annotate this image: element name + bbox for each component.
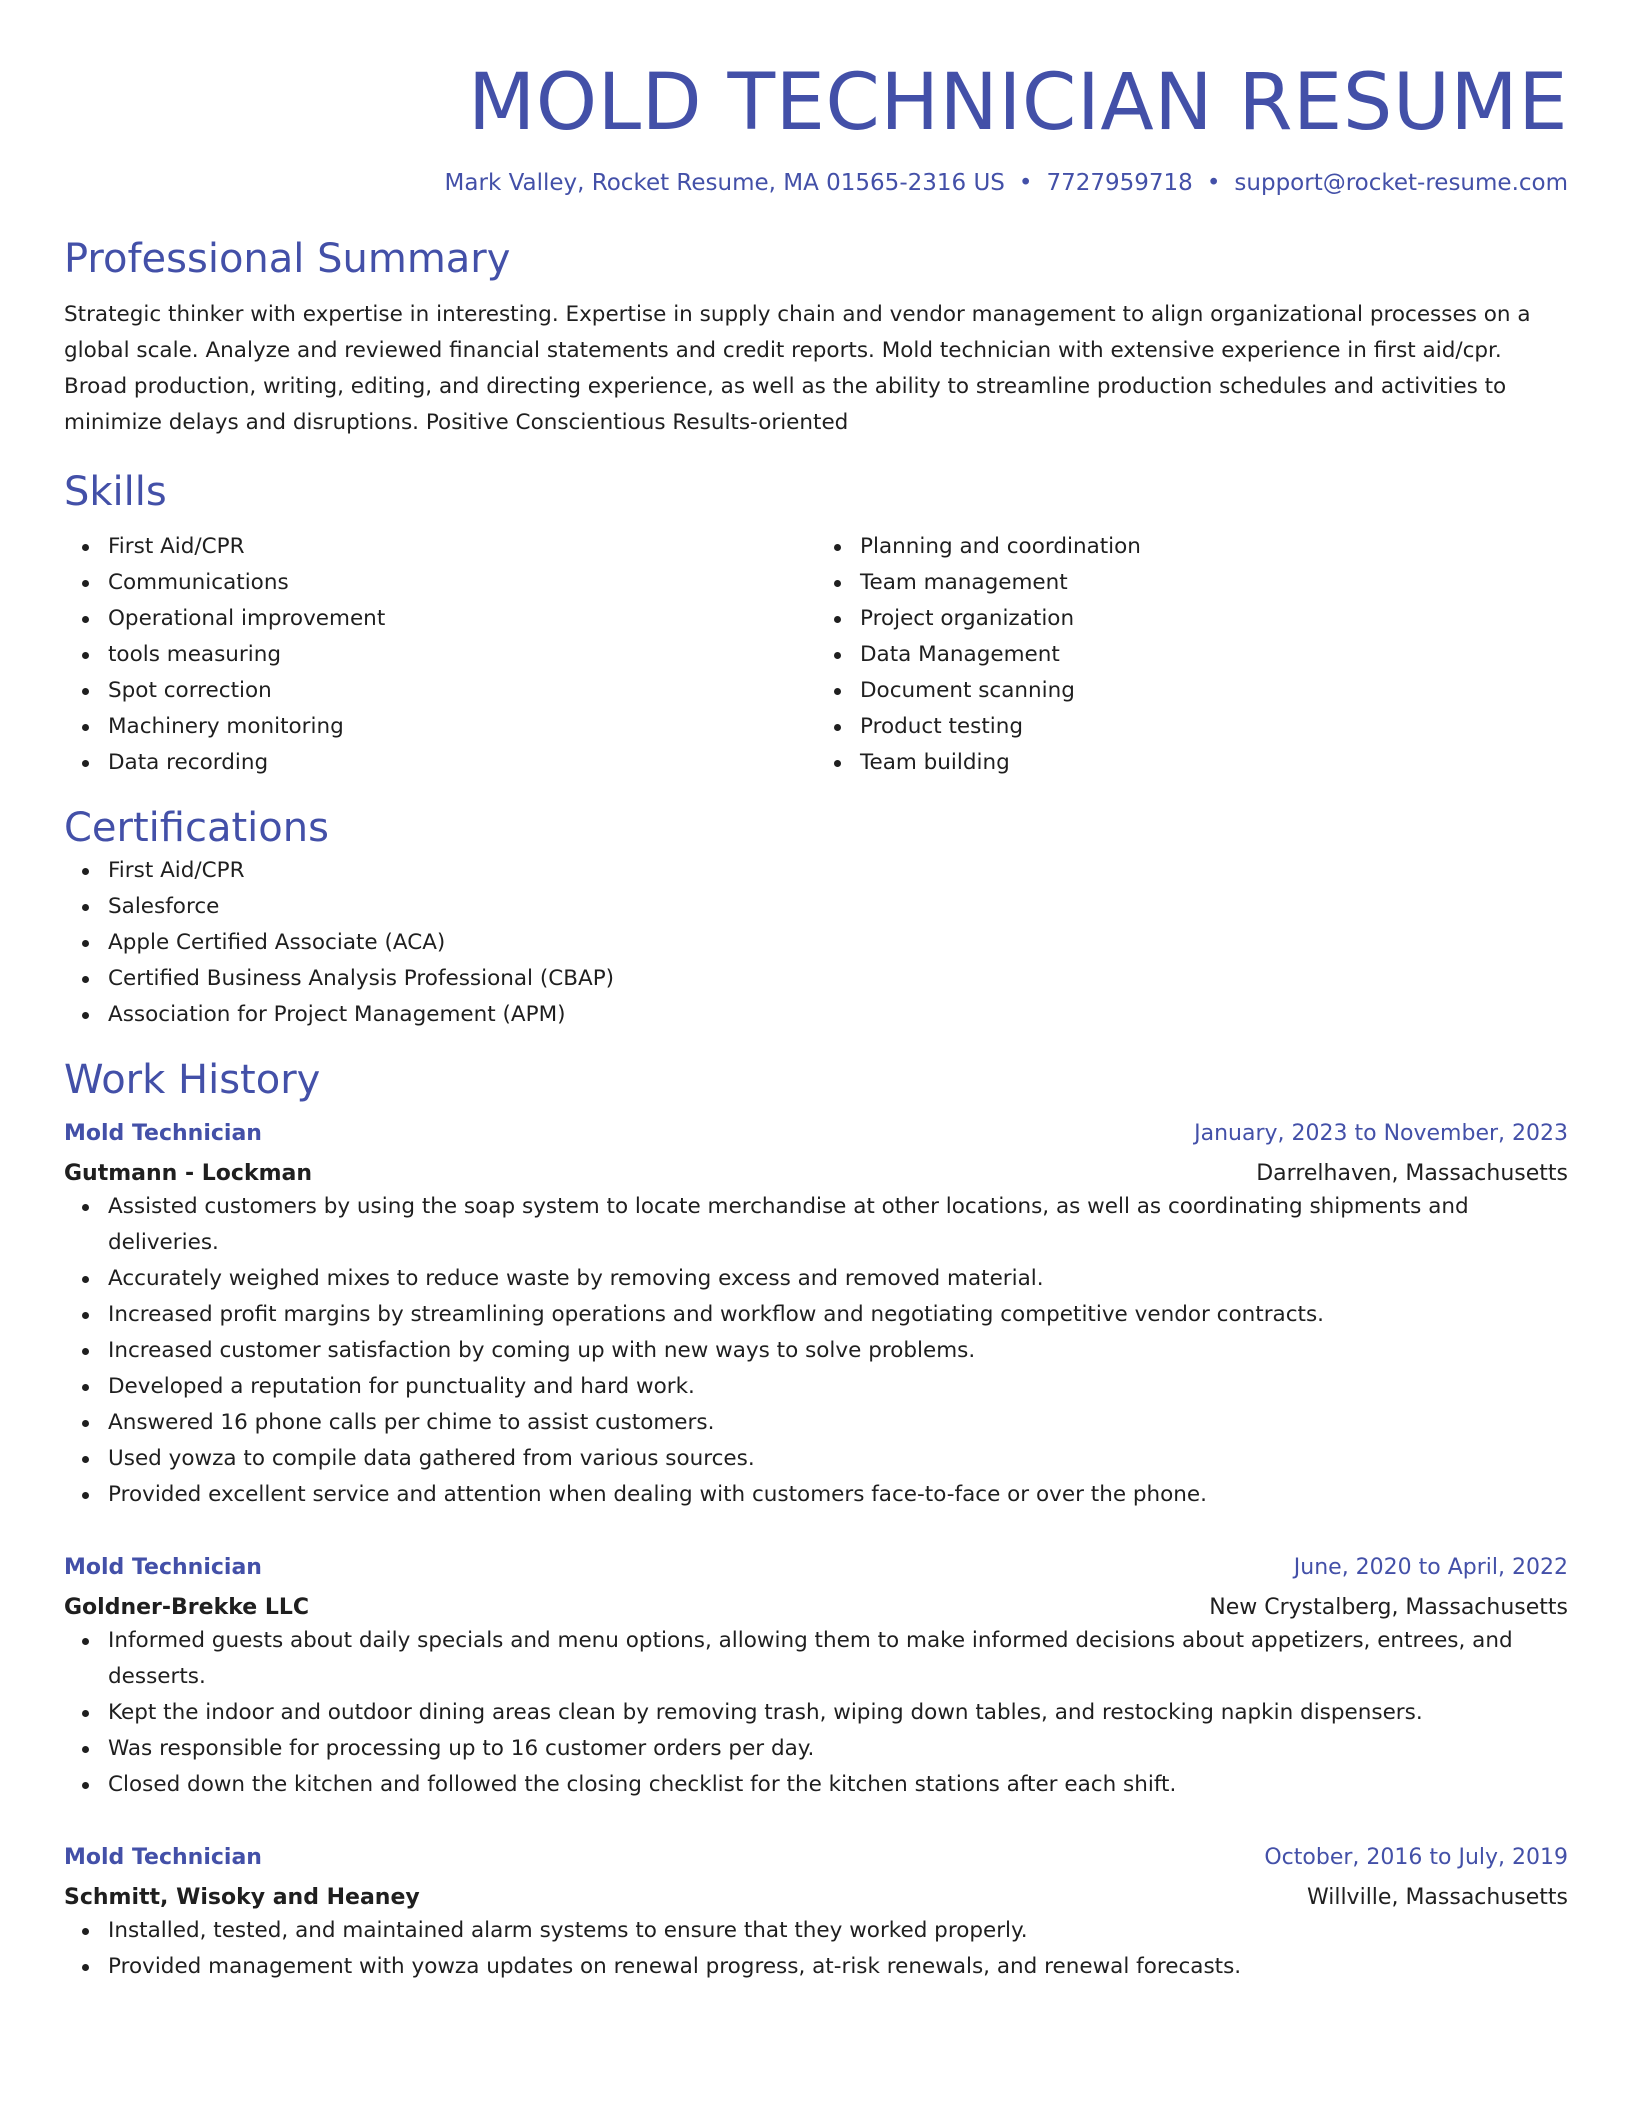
certifications-list (64, 853, 1568, 1033)
job-duties (64, 1913, 1568, 1985)
skill-item: First Aid/CPR (108, 529, 816, 565)
certification-item: Apple Certified Associate (ACA) (108, 925, 1568, 961)
job-company: Goldner-Brekke LLC (64, 1595, 309, 1620)
contact-address: Mark Valley, Rocket Resume, MA 01565-2316 US (444, 170, 1005, 196)
skills-list-left (64, 529, 816, 781)
skill-item: Document scanning (860, 673, 1568, 709)
job-duty: Increased profit margins by streamlining operations and workflow and negotiating competitive vendor contracts. (108, 1297, 1568, 1333)
skill-item: Team management (860, 565, 1568, 601)
contact-separator: • (1018, 170, 1033, 196)
skill-item: Data Management (860, 637, 1568, 673)
job-header (64, 1119, 1568, 1149)
job-duty: Was responsible for processing up to 16 customer orders per day. (108, 1731, 1568, 1767)
contact-line (64, 168, 1568, 198)
contact-email[interactable]: support@rocket-resume.com (1234, 170, 1568, 196)
job-dates: January, 2023 to November, 2023 (1194, 1121, 1568, 1146)
skill-item: Operational improvement (108, 601, 816, 637)
job-duty: Provided management with yowza updates on renewal progress, at-risk renewals, and renewal forecasts. (108, 1949, 1568, 1985)
skill-item: Planning and coordination (860, 529, 1568, 565)
job-duties (64, 1623, 1568, 1803)
job-dates: June, 2020 to April, 2022 (1293, 1555, 1568, 1580)
skills-list-right (816, 529, 1568, 781)
job-dates: October, 2016 to July, 2019 (1264, 1845, 1568, 1870)
job-role: Mold Technician (64, 1555, 262, 1580)
skill-item: tools measuring (108, 637, 816, 673)
job-header (64, 1553, 1568, 1583)
job-duty: Installed, tested, and maintained alarm systems to ensure that they worked properly. (108, 1913, 1568, 1949)
skill-item: Spot correction (108, 673, 816, 709)
job-role: Mold Technician (64, 1121, 262, 1146)
certification-item: Salesforce (108, 889, 1568, 925)
job-location: Willville, Massachusetts (1306, 1885, 1568, 1910)
job-subheader (64, 1159, 1568, 1189)
job-entry (64, 1553, 1568, 1803)
summary-text: Strategic thinker with expertise in interesting. Expertise in supply chain and vendor management to align organizational processes on a global scale. Analyze and reviewed financial statements and credit reports. Mold technician with extensive experience in first aid/cpr. Broad production, writing, editing, and directing experience, as well as the ability to streamline production schedules and activities to minimize delays and disruptions. Positive Conscientious Results-oriented (64, 302, 1531, 435)
skill-item: Project organization (860, 601, 1568, 637)
job-duties (64, 1189, 1568, 1513)
job-duty: Developed a reputation for punctuality and hard work. (108, 1369, 1568, 1405)
job-duty: Increased customer satisfaction by coming up with new ways to solve problems. (108, 1333, 1568, 1369)
job-location: Darrelhaven, Massachusetts (1256, 1161, 1568, 1186)
skill-item: Team building (860, 745, 1568, 781)
job-duty: Assisted customers by using the soap system to locate merchandise at other locations, as well as coordinating shipments and deliveries. (108, 1189, 1568, 1261)
job-duty: Used yowza to compile data gathered from various sources. (108, 1441, 1568, 1477)
skills-heading: Skills (64, 469, 167, 515)
job-duty: Closed down the kitchen and followed the closing checklist for the kitchen stations after each shift. (108, 1767, 1568, 1803)
job-entry (64, 1119, 1568, 1513)
certification-item: Certified Business Analysis Professional (CBAP) (108, 961, 1568, 997)
skills-columns (64, 529, 1568, 781)
job-duty: Informed guests about daily specials and menu options, allowing them to make informed decisions about appetizers, entrees, and desserts. (108, 1623, 1568, 1695)
resume-title: MOLD TECHNICIAN RESUME (467, 58, 1568, 148)
summary-heading: Professional Summary (64, 236, 511, 282)
skill-item: Communications (108, 565, 816, 601)
job-location: New Crystalberg, Massachusetts (1209, 1595, 1568, 1620)
job-duty: Kept the indoor and outdoor dining areas clean by removing trash, wiping down tables, and restocking napkin dispensers. (108, 1695, 1568, 1731)
job-duty: Accurately weighed mixes to reduce waste by removing excess and removed material. (108, 1261, 1568, 1297)
certification-item: Association for Project Management (APM) (108, 997, 1568, 1033)
work-history-heading: Work History (64, 1057, 321, 1103)
job-subheader (64, 1593, 1568, 1623)
job-company: Gutmann - Lockman (64, 1161, 313, 1186)
certifications-heading: Certifications (64, 805, 329, 851)
job-role: Mold Technician (64, 1845, 262, 1870)
job-duty: Answered 16 phone calls per chime to assist customers. (108, 1405, 1568, 1441)
skill-item: Product testing (860, 709, 1568, 745)
skill-item: Machinery monitoring (108, 709, 816, 745)
resume-page (64, 0, 1568, 1985)
job-header (64, 1843, 1568, 1873)
job-company: Schmitt, Wisoky and Heaney (64, 1885, 420, 1910)
job-entry (64, 1843, 1568, 1985)
job-subheader (64, 1883, 1568, 1913)
skill-item: Data recording (108, 745, 816, 781)
contact-phone[interactable]: 7727959718 (1046, 170, 1193, 196)
contact-separator: • (1206, 170, 1221, 196)
certification-item: First Aid/CPR (108, 853, 1568, 889)
job-duty: Provided excellent service and attention when dealing with customers face-to-face or over the phone. (108, 1477, 1568, 1513)
